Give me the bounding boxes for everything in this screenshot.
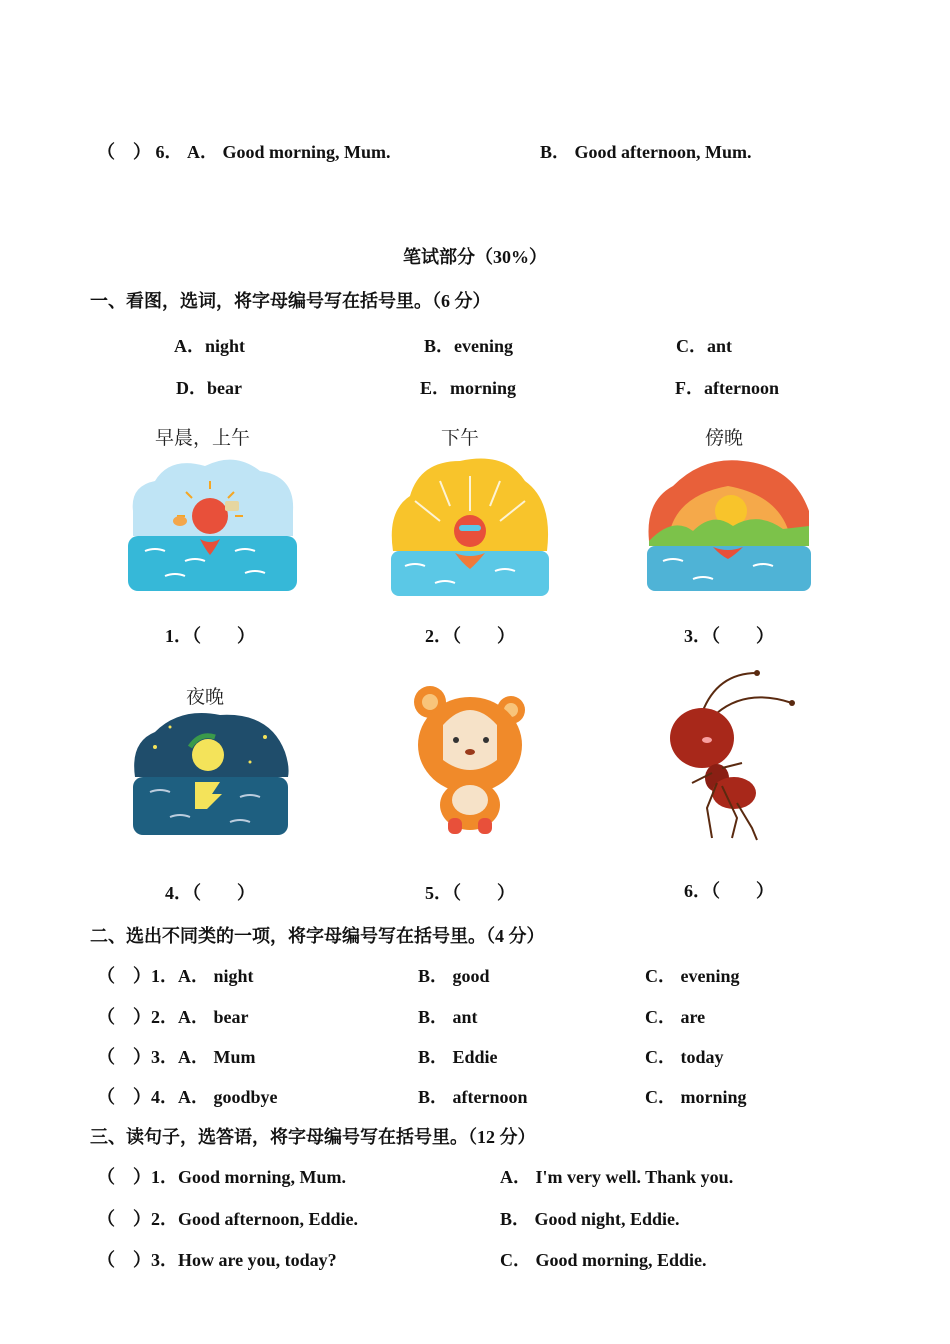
night-moon-icon bbox=[130, 707, 290, 842]
answer-paren[interactable]: （ ） bbox=[97, 1250, 151, 1270]
s2-row-4-c: C． morning bbox=[645, 1087, 747, 1107]
word-option-f: F．afternoon bbox=[675, 378, 779, 398]
ant-icon bbox=[662, 668, 797, 846]
bear-icon bbox=[408, 680, 533, 835]
s2-row-2: （ ）2．A． bear bbox=[97, 1007, 249, 1027]
word-option-c: C．ant bbox=[676, 336, 733, 356]
listening-q6-option-b bbox=[540, 138, 752, 164]
morning-sun-sea-icon bbox=[125, 451, 300, 601]
picture-5 bbox=[408, 680, 533, 835]
s3-answer-a: A． I'm very well. Thank you. bbox=[500, 1167, 734, 1187]
written-part-title: 笔试部分（30%） bbox=[403, 247, 547, 267]
s2-row-1-c: C． evening bbox=[645, 966, 740, 986]
picture-2-answer[interactable]: 2．（ ） bbox=[425, 626, 515, 646]
picture-4-answer[interactable]: 4．（ ） bbox=[165, 883, 255, 903]
s2-row-3-c: C． today bbox=[645, 1047, 724, 1067]
section1-heading: 一、看图，选词，将字母编号写在括号里。（6 分） bbox=[90, 291, 491, 311]
section2-heading: 二、选出不同类的一项，将字母编号写在括号里。（4 分） bbox=[90, 926, 545, 946]
word-option-b: B．evening bbox=[424, 336, 514, 356]
answer-paren[interactable]: （ ） bbox=[97, 1047, 151, 1067]
question-number: 6． bbox=[155, 142, 183, 162]
evening-sunset-icon bbox=[643, 451, 815, 601]
picture-6-answer[interactable]: 6．（ ） bbox=[684, 881, 774, 901]
answer-paren[interactable]: （ ） bbox=[97, 1007, 151, 1027]
s3-answer-b: B． Good night, Eddie. bbox=[500, 1209, 680, 1229]
answer-paren[interactable]: （ ） bbox=[97, 1167, 151, 1187]
afternoon-sun-icon bbox=[385, 451, 555, 601]
option-b-text: Good afternoon, Mum. bbox=[574, 142, 752, 162]
option-b-letter: B． bbox=[540, 142, 571, 162]
s3-row-2: （ ）2．Good afternoon, Eddie. bbox=[97, 1209, 359, 1229]
picture-3 bbox=[643, 423, 815, 598]
option-a-text: Good morning, Mum. bbox=[222, 142, 391, 162]
picture-1-answer[interactable]: 1．（ ） bbox=[165, 626, 255, 646]
picture-1 bbox=[125, 423, 300, 598]
picture-4 bbox=[130, 682, 290, 842]
picture-caption: 夜晚 bbox=[185, 686, 224, 708]
word-option-a: A．night bbox=[174, 336, 246, 356]
s2-row-3: （ ）3．A． Mum bbox=[97, 1047, 256, 1067]
picture-caption: 傍晚 bbox=[704, 427, 743, 449]
answer-paren[interactable]: （ ） bbox=[97, 1087, 151, 1107]
answer-paren[interactable]: （ ） bbox=[97, 142, 151, 162]
picture-3-answer[interactable]: 3．（ ） bbox=[684, 626, 774, 646]
answer-paren[interactable]: （ ） bbox=[97, 1209, 151, 1229]
s2-row-2-c: C． are bbox=[645, 1007, 706, 1027]
s3-row-1: （ ）1．Good morning, Mum. bbox=[97, 1167, 347, 1187]
s3-answer-c: C． Good morning, Eddie. bbox=[500, 1250, 707, 1270]
section3-heading: 三、读句子，选答语，将字母编号写在括号里。（12 分） bbox=[90, 1127, 536, 1147]
picture-5-answer[interactable]: 5．（ ） bbox=[425, 883, 515, 903]
s2-row-3-b: B． Eddie bbox=[418, 1047, 498, 1067]
picture-6 bbox=[662, 668, 797, 846]
s2-row-1: （ ）1．A． night bbox=[97, 966, 254, 986]
option-a-letter: A． bbox=[187, 142, 218, 162]
s2-row-4-b: B． afternoon bbox=[418, 1087, 528, 1107]
picture-2 bbox=[385, 423, 555, 598]
s3-row-3: （ ）3．How are you, today? bbox=[97, 1250, 337, 1270]
answer-paren[interactable]: （ ） bbox=[97, 966, 151, 986]
word-option-d: D．bear bbox=[176, 378, 242, 398]
s2-row-1-b: B． good bbox=[418, 966, 490, 986]
picture-caption: 下午 bbox=[440, 427, 479, 449]
s2-row-4: （ ）4．A． goodbye bbox=[97, 1087, 278, 1107]
s2-row-2-b: B． ant bbox=[418, 1007, 478, 1027]
listening-q6-row bbox=[97, 138, 391, 164]
picture-caption: 早晨，上午 bbox=[154, 427, 250, 449]
word-option-e: E．morning bbox=[420, 378, 517, 398]
